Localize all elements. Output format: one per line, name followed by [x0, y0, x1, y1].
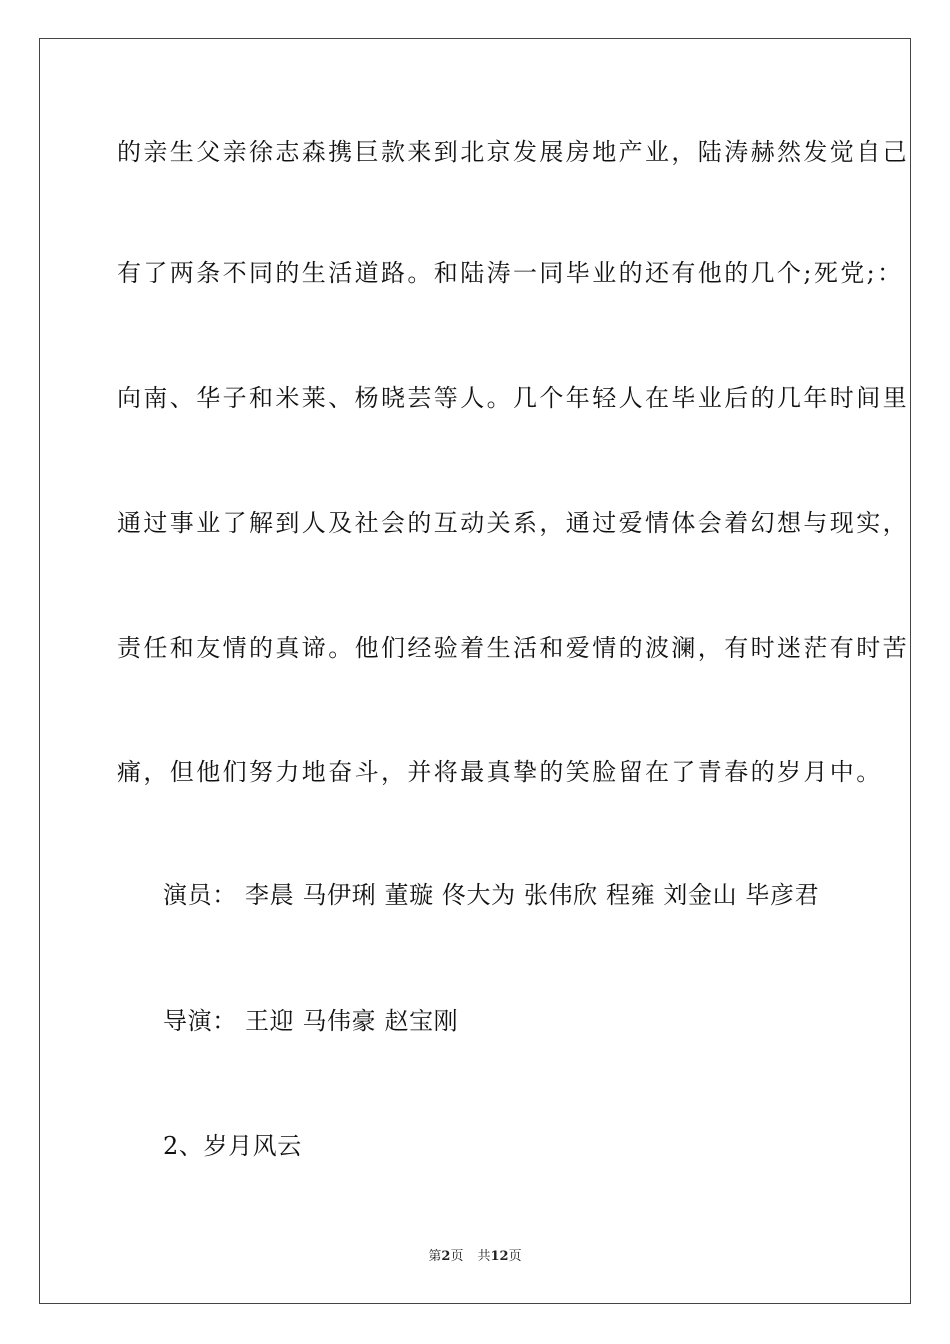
page-prefix: 第	[428, 1249, 442, 1264]
total-prefix: 共	[477, 1249, 491, 1264]
cast-line: 演员： 李晨 马伊琍 董璇 佟大为 张伟欣 程雍 刘金山 毕彦君	[163, 881, 820, 909]
total-pages: 12	[490, 1249, 509, 1264]
paragraph-line-5: 责任和友情的真谛。他们经验着生活和爱情的波澜，有时迷茫有时苦	[117, 634, 909, 662]
paragraph-line-3: 向南、华子和米莱、杨晓芸等人。几个年轻人在毕业后的几年时间里	[117, 384, 909, 412]
paragraph-line-6: 痛，但他们努力地奋斗，并将最真挚的笑脸留在了青春的岁月中。	[117, 758, 883, 786]
section-heading: 2、岁月风云	[163, 1132, 302, 1160]
total-suffix: 页	[508, 1249, 522, 1264]
page-footer	[0, 1249, 950, 1265]
paragraph-line-2: 有了两条不同的生活道路。和陆涛一同毕业的还有他的几个;死党;：	[117, 259, 904, 287]
page-border	[39, 38, 911, 1304]
paragraph-line-4: 通过事业了解到人及社会的互动关系，通过爱情体会着幻想与现实，	[117, 509, 909, 537]
director-line: 导演： 王迎 马伟豪 赵宝刚	[163, 1007, 459, 1035]
paragraph-line-1: 的亲生父亲徐志森携巨款来到北京发展房地产业，陆涛赫然发觉自己	[117, 138, 909, 166]
page-suffix: 页	[450, 1249, 464, 1264]
page-number: 2	[441, 1249, 451, 1264]
